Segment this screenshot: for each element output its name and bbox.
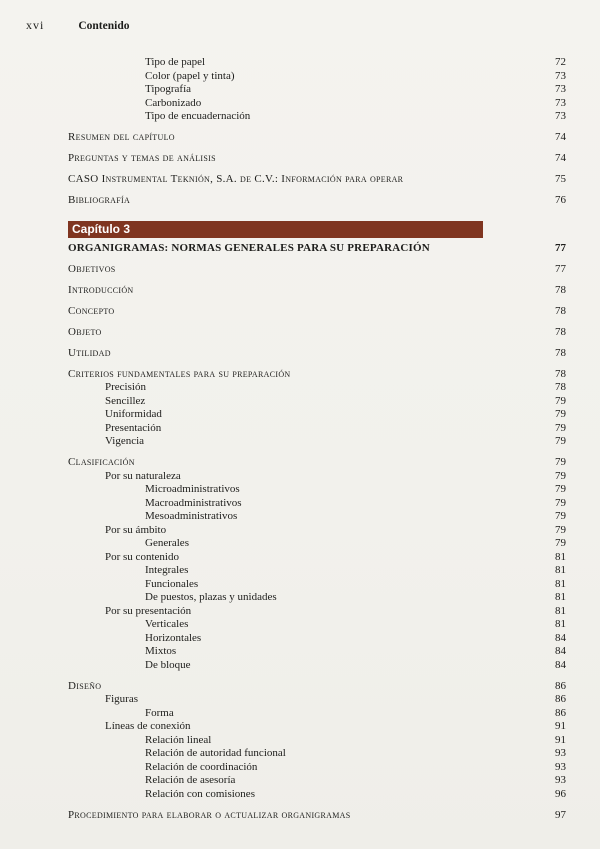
toc-entry-page: 79 [555, 523, 566, 536]
toc-entry-label: ORGANIGRAMAS: NORMAS GENERALES PARA SU PREPARACIÓN [68, 241, 430, 254]
toc-entry [68, 70, 566, 84]
toc-entry [68, 408, 566, 422]
toc-entry-page: 78 [555, 346, 566, 359]
toc-entry-page: 91 [555, 720, 566, 732]
toc-entry-label: Relación de autoridad funcional [145, 747, 286, 759]
toc-entry [68, 305, 566, 319]
toc-entry-page: 91 [555, 733, 566, 746]
toc-entry-page: 84 [555, 645, 566, 657]
toc-entry [68, 809, 566, 823]
toc-entry [68, 605, 566, 619]
chapter-banner-label: Capítulo 3 [72, 221, 131, 236]
toc-entry [68, 56, 566, 70]
toc-entry-page: 81 [555, 564, 566, 576]
toc-entry-page: 74 [555, 131, 566, 143]
toc-entry-page: 73 [555, 69, 566, 82]
toc-entry [68, 551, 566, 565]
toc-entry-label: Tipo de papel [145, 56, 206, 68]
toc-entry [68, 659, 566, 673]
toc-entry-label: Relación de asesoría [145, 774, 236, 786]
toc-entry-label: Por su ámbito [105, 523, 167, 536]
toc-entry-page: 73 [555, 96, 566, 109]
toc-entry-label: Clasificación [68, 456, 135, 468]
toc-entry-page: 81 [555, 550, 566, 563]
toc-entry-page: 79 [555, 456, 566, 468]
toc-entry-page: 96 [555, 787, 566, 800]
toc-entry-page: 76 [555, 194, 566, 206]
toc-entry-label: De puestos, plazas y unidades [145, 591, 277, 603]
toc-entry-label: Procedimiento para elaborar o actualizar organigramas [68, 808, 351, 821]
toc-entry-page: 79 [555, 537, 566, 549]
toc-section-chapter3 [68, 242, 566, 823]
toc-entry-page: 74 [555, 152, 566, 164]
toc-entry-label: Mixtos [145, 645, 177, 657]
toc-entry-label: Mesoadministrativos [145, 510, 238, 522]
toc-entry-label: Integrales [145, 564, 189, 576]
toc-entry-label: Utilidad [68, 346, 111, 359]
toc-entry [68, 242, 566, 256]
toc-entry-page: 97 [555, 808, 566, 821]
toc-entry [68, 483, 566, 497]
toc-entry-page: 86 [555, 693, 566, 705]
toc-entry [68, 774, 566, 788]
toc-entry-label: Generales [145, 537, 189, 549]
toc-entry [68, 97, 566, 111]
toc-entry [68, 263, 566, 277]
toc-entry-label: Relación de coordinación [145, 760, 258, 773]
toc-entry-label: Verticales [145, 618, 189, 630]
header-title: Contenido [78, 20, 130, 32]
toc-entry-label: Figuras [105, 693, 138, 705]
toc-entry-label: Microadministrativos [145, 483, 240, 495]
toc-entry-label: Color (papel y tinta) [145, 69, 235, 82]
toc-entry-label: Tipografía [145, 83, 192, 95]
toc-entry-label: Por su naturaleza [105, 469, 181, 482]
toc-entry [68, 470, 566, 484]
toc-entry-label: Macroadministrativos [145, 496, 242, 509]
toc-entry-page: 79 [555, 408, 566, 420]
toc-entry-label: CASO Instrumental Teknión, S.A. de C.V.: Información para operar [68, 173, 404, 185]
toc-entry-page: 79 [555, 483, 566, 495]
toc-entry [68, 761, 566, 775]
toc-entry-page: 77 [555, 241, 566, 254]
toc-entry-label: Presentación [105, 421, 162, 434]
toc-entry [68, 435, 566, 449]
toc-entry [68, 326, 566, 340]
toc-entry [68, 368, 566, 382]
toc-entry [68, 110, 566, 124]
toc-entry-page: 78 [555, 325, 566, 338]
toc-entry-page: 81 [555, 618, 566, 630]
toc-entry [68, 707, 566, 721]
toc-entry-page: 93 [555, 760, 566, 773]
toc-entry-label: Por su contenido [105, 550, 179, 563]
toc-entry-label: Relación lineal [145, 733, 212, 746]
toc-entry [68, 131, 566, 145]
toc-entry [68, 747, 566, 761]
page-header [26, 18, 566, 33]
toc-entry-page: 79 [555, 394, 566, 407]
toc-entry-label: Horizontales [145, 631, 202, 644]
toc-entry [68, 788, 566, 802]
toc-entry-page: 77 [555, 262, 566, 275]
toc-entry-page: 75 [555, 173, 566, 185]
toc-entry-label: Bibliografía [68, 194, 131, 206]
toc-entry-label: Funcionales [145, 577, 199, 590]
toc-entry-page: 78 [555, 304, 566, 317]
toc-entry-page: 81 [555, 591, 566, 603]
toc-entry-label: Relación con comisiones [145, 787, 255, 800]
toc-entry [68, 152, 566, 166]
toc-entry [68, 680, 566, 694]
toc-entry-page: 93 [555, 774, 566, 786]
toc-entry-label: Por su presentación [105, 604, 192, 617]
toc-entry-page: 78 [555, 283, 566, 296]
toc-entry-label: De bloque [145, 658, 191, 671]
toc-entry [68, 456, 566, 470]
page-number: xvi [26, 18, 45, 32]
toc-entry [68, 173, 566, 187]
toc-entry [68, 734, 566, 748]
chapter-banner [68, 221, 483, 238]
toc-entry [68, 693, 566, 707]
toc-entry-label: Criterios fundamentales para su preparación [68, 367, 291, 380]
toc-entry [68, 524, 566, 538]
toc-entry [68, 591, 566, 605]
toc-entry-page: 86 [555, 706, 566, 719]
toc-entry [68, 537, 566, 551]
toc-entry-page: 93 [555, 747, 566, 759]
toc-entry-label: Objetivos [68, 262, 116, 275]
toc-entry-page: 79 [555, 510, 566, 522]
toc-entry [68, 578, 566, 592]
toc-entry-page: 81 [555, 577, 566, 590]
toc-entry-page: 78 [555, 367, 566, 380]
toc-entry-label: Carbonizado [145, 96, 202, 109]
toc-entry-page: 81 [555, 604, 566, 617]
toc-entry-label: Introducción [68, 283, 134, 296]
toc-entry-label: Objeto [68, 325, 102, 338]
toc-entry [68, 564, 566, 578]
toc-entry [68, 194, 566, 208]
toc-entry-page: 84 [555, 658, 566, 671]
toc-entry-page: 72 [555, 56, 566, 68]
toc-entry [68, 497, 566, 511]
toc-entry-page: 73 [555, 110, 566, 122]
toc-entry-label: Líneas de conexión [105, 720, 191, 732]
toc-section-chapter2-end [68, 56, 566, 208]
toc-entry [68, 347, 566, 361]
toc-entry [68, 395, 566, 409]
toc-entry [68, 618, 566, 632]
toc-entry-label: Vigencia [105, 435, 145, 447]
toc-entry-label: Forma [145, 706, 174, 719]
toc-entry-label: Tipo de encuadernación [145, 110, 251, 122]
toc-entry [68, 510, 566, 524]
toc-entry-page: 86 [555, 679, 566, 692]
toc-entry [68, 422, 566, 436]
toc-entry [68, 720, 566, 734]
toc-entry-page: 79 [555, 469, 566, 482]
toc-entry-label: Diseño [68, 679, 102, 692]
toc-entry-page: 79 [555, 421, 566, 434]
toc-entry-page: 78 [555, 381, 566, 393]
toc-entry [68, 632, 566, 646]
table-of-contents [68, 56, 566, 822]
toc-entry-label: Precisión [105, 381, 146, 393]
toc-entry [68, 284, 566, 298]
toc-entry-page: 84 [555, 631, 566, 644]
toc-entry [68, 381, 566, 395]
toc-entry [68, 83, 566, 97]
toc-entry-page: 79 [555, 496, 566, 509]
toc-entry-label: Concepto [68, 304, 115, 317]
toc-entry-page: 73 [555, 83, 566, 95]
toc-entry-label: Uniformidad [105, 408, 162, 420]
toc-entry-label: Resumen del capítulo [68, 131, 175, 143]
toc-entry [68, 645, 566, 659]
toc-entry-label: Preguntas y temas de análisis [68, 152, 216, 164]
toc-entry-page: 79 [555, 435, 566, 447]
toc-entry-label: Sencillez [105, 394, 146, 407]
